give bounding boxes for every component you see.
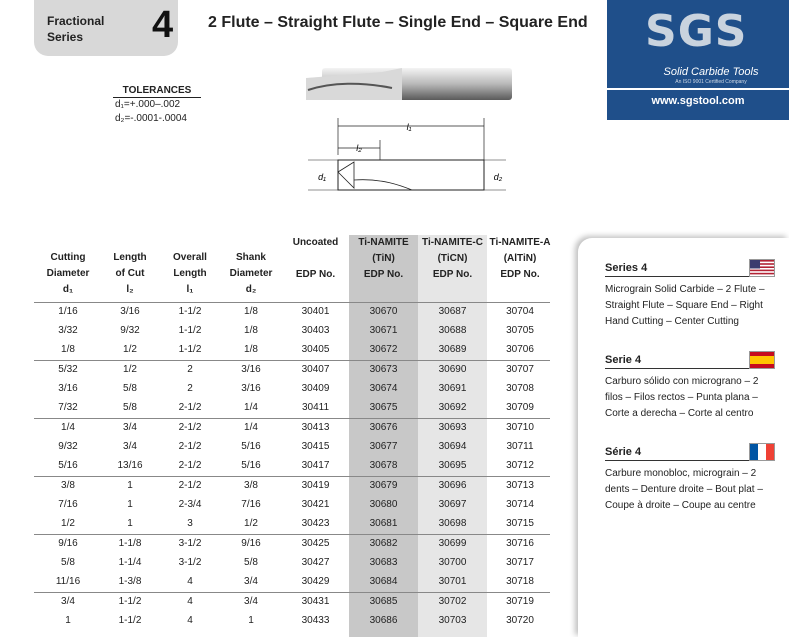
table-cell: 30693: [438, 422, 467, 433]
table-row: [34, 554, 552, 573]
table-cell: 30709: [506, 402, 534, 413]
table-cell: 30686: [369, 615, 398, 626]
table-cell: 1/8: [61, 344, 75, 355]
table-row: [34, 341, 552, 360]
header-length-of-cut: Length of Cut l₂: [113, 252, 147, 295]
table-cell: 1/2: [244, 518, 258, 529]
table-cell: 9/32: [58, 441, 78, 452]
table-cell: 30419: [301, 480, 330, 491]
lang-title-es: Serie 4: [605, 354, 642, 366]
table-cell: 30690: [438, 364, 467, 375]
table-cell: 30701: [438, 576, 467, 587]
es-flag-icon: [749, 351, 775, 369]
table-cell: 30423: [301, 518, 330, 529]
lang-block-fr: [605, 446, 775, 514]
l2-label: l₂: [356, 143, 362, 153]
table-cell: 2-3/4: [178, 499, 202, 510]
table-cell: 30711: [506, 441, 534, 452]
table-cell: 30719: [506, 596, 534, 607]
table-cell: 30429: [301, 576, 330, 587]
table-cell: 1-1/2: [178, 325, 202, 336]
table-cell: 5/32: [58, 364, 78, 375]
table-cell: 2-1/2: [178, 460, 202, 471]
lang-block-en: [605, 262, 775, 330]
table-cell: 30673: [369, 364, 398, 375]
table-cell: 9/32: [120, 325, 140, 336]
table-cell: 30707: [506, 364, 534, 375]
table-cell: 2: [187, 383, 193, 394]
table-cell: 3/4: [244, 576, 258, 587]
table-cell: 30415: [301, 441, 330, 452]
table-cell: 1/4: [244, 402, 258, 413]
table-cell: 30413: [301, 422, 330, 433]
table-cell: 30421: [301, 499, 330, 510]
table-cell: 30674: [369, 383, 398, 394]
table-cell: 5/8: [123, 383, 137, 394]
table-cell: 5/16: [241, 460, 261, 471]
table-row: [34, 573, 552, 592]
tolerances: [113, 85, 201, 126]
table-cell: 30714: [506, 499, 534, 510]
table-cell: 2-1/2: [178, 480, 202, 491]
table-cell: 3/8: [61, 480, 75, 491]
table-cell: 30417: [301, 460, 330, 471]
table-cell: 30699: [438, 538, 467, 549]
table-cell: 1/8: [244, 325, 258, 336]
series-tab: [34, 0, 178, 56]
table-cell: 1/2: [123, 364, 137, 375]
series-label: Fractional Series: [47, 14, 105, 44]
table-row: [34, 399, 552, 418]
table-cell: 1: [127, 499, 133, 510]
table-cell: 9/16: [241, 538, 261, 549]
table-cell: 5/16: [58, 460, 78, 471]
table-cell: 30712: [506, 460, 534, 471]
table-cell: 30679: [369, 480, 398, 491]
table-cell: 3/16: [241, 364, 261, 375]
table-cell: 30672: [369, 344, 398, 355]
table-cell: 30688: [438, 325, 467, 336]
table-cell: 30684: [369, 576, 398, 587]
table-cell: 3/4: [61, 596, 75, 607]
table-cell: 30683: [369, 557, 398, 568]
table-cell: 1-1/2: [118, 615, 142, 626]
table-row: [34, 438, 552, 457]
table-cell: 30678: [369, 460, 398, 471]
table-cell: 30403: [301, 325, 330, 336]
language-panel: [578, 238, 789, 637]
series-number: 4: [152, 4, 174, 46]
table-cell: 1/2: [123, 344, 137, 355]
table-cell: 30696: [438, 480, 467, 491]
table-cell: 1: [127, 518, 133, 529]
table-cell: 30716: [506, 538, 534, 549]
table-cell: 11/16: [55, 576, 81, 587]
table-cell: 7/16: [58, 499, 78, 510]
table-cell: 30431: [301, 596, 330, 607]
table-row: [34, 515, 552, 534]
table-cell: 4: [187, 576, 193, 587]
table-cell: 30427: [301, 557, 330, 568]
table-cell: 30710: [506, 422, 534, 433]
table-cell: 1/8: [244, 344, 258, 355]
table-cell: 30685: [369, 596, 398, 607]
table-cell: 30708: [506, 383, 534, 394]
table-cell: 5/8: [244, 557, 258, 568]
table-cell: 30702: [438, 596, 467, 607]
lang-title-en: Series 4: [605, 262, 648, 274]
table-cell: 1-3/8: [118, 576, 142, 587]
table-cell: 3/4: [244, 596, 258, 607]
brand-certified: An ISO 9001 Certified Company: [675, 79, 747, 85]
table-cell: 5/8: [123, 402, 137, 413]
lang-title-fr: Série 4: [605, 446, 642, 458]
lang-text-fr: Carbure monobloc, micrograin – 2 dents – Denture droite – Bout plat – Coupe à droite – Coupe au centre: [605, 468, 763, 511]
tool-drawing: [292, 60, 517, 210]
table-cell: 1/2: [61, 518, 75, 529]
table-cell: 30433: [301, 615, 330, 626]
tolerances-heading: TOLERANCES: [113, 85, 201, 98]
table-cell: 13/16: [117, 460, 143, 471]
table-cell: 1-1/2: [178, 344, 202, 355]
table-row: [34, 380, 552, 399]
table-cell: 30682: [369, 538, 398, 549]
table-cell: 30425: [301, 538, 330, 549]
lang-text-es: Carburo sólido con micrograno – 2 filos – Filos rectos – Punta plana – Corte a derecha – Corte al centro: [605, 376, 759, 419]
brand-panel: [607, 0, 789, 120]
header-altin: Ti-NAMITE-A (AlTiN) EDP No.: [489, 237, 551, 280]
table-cell: 3/16: [120, 306, 140, 317]
table-cell: 30691: [438, 383, 467, 394]
table-cell: 3/4: [123, 441, 137, 452]
table-cell: 30681: [369, 518, 398, 529]
table-cell: 30717: [506, 557, 534, 568]
table-row: [34, 477, 552, 496]
table-cell: 4: [187, 596, 193, 607]
table-cell: 4: [187, 615, 193, 626]
table-row: [34, 496, 552, 515]
table-cell: 3-1/2: [178, 557, 202, 568]
table-cell: 1-1/2: [118, 596, 142, 607]
header-overall-length: Overall Length l₁: [173, 252, 207, 295]
table-cell: 30670: [369, 306, 398, 317]
table-cell: 2-1/2: [178, 422, 202, 433]
d1-label: d₁: [318, 172, 326, 182]
table-cell: 30718: [506, 576, 534, 587]
brand-tagline: Solid Carbide Tools: [663, 66, 759, 78]
table-cell: 30713: [506, 480, 534, 491]
table-cell: 1/8: [244, 306, 258, 317]
header-shank-diameter: Shank Diameter d₂: [229, 252, 273, 295]
table-cell: 30676: [369, 422, 398, 433]
table-cell: 1-1/4: [118, 557, 142, 568]
table-cell: 1/4: [244, 422, 258, 433]
table-cell: 30675: [369, 402, 398, 413]
brand-divider: [607, 88, 789, 90]
header-uncoated: Uncoated EDP No.: [292, 237, 339, 280]
table-cell: 3/4: [123, 422, 137, 433]
table-cell: 30401: [301, 306, 330, 317]
table-cell: 3/32: [58, 325, 78, 336]
tool-photo-icon: [306, 68, 512, 100]
table-cell: 5/8: [61, 557, 75, 568]
table-cell: 30671: [369, 325, 398, 336]
table-cell: 1: [248, 615, 254, 626]
us-flag-icon: [749, 259, 775, 277]
l1-label: l₁: [406, 122, 412, 132]
table-cell: 30405: [301, 344, 330, 355]
table-cell: 7/32: [58, 402, 78, 413]
table-row: [34, 419, 552, 438]
tolerance-d1: d₁=+.000–.002: [115, 99, 181, 110]
table-cell: 30677: [369, 441, 398, 452]
table-row: [34, 593, 552, 612]
table-cell: 30697: [438, 499, 467, 510]
table-row: [34, 535, 552, 554]
table-cell: 30698: [438, 518, 467, 529]
table-cell: 2-1/2: [178, 402, 202, 413]
lang-text-en: Micrograin Solid Carbide – 2 Flute – Straight Flute – Square End – Right Hand Cutting – Center Cutting: [605, 284, 765, 327]
table-cell: 5/16: [241, 441, 261, 452]
table-cell: 30703: [438, 615, 467, 626]
table-cell: 30680: [369, 499, 398, 510]
table-cell: 30695: [438, 460, 467, 471]
table-cell: 2-1/2: [178, 441, 202, 452]
page-title: 2 Flute – Straight Flute – Single End – Square End: [208, 14, 588, 31]
table-cell: 1/4: [61, 422, 75, 433]
table-row: [34, 457, 552, 476]
table-cell: 30687: [438, 306, 467, 317]
table-cell: 30720: [506, 615, 534, 626]
table-cell: 1-1/8: [118, 538, 142, 549]
table-cell: 3/16: [58, 383, 78, 394]
table-cell: 30706: [506, 344, 534, 355]
table-cell: 30689: [438, 344, 467, 355]
table-cell: 2: [187, 364, 193, 375]
header-ticn: Ti-NAMITE-C (TiCN) EDP No.: [422, 237, 483, 280]
table-cell: 30715: [506, 518, 534, 529]
table-cell: 30705: [506, 325, 534, 336]
table-cell: 7/16: [241, 499, 261, 510]
table-cell: 30692: [438, 402, 467, 413]
table-cell: 3: [187, 518, 193, 529]
sgs-logo: SGS: [645, 6, 748, 57]
table-row: [34, 361, 552, 380]
table-cell: 30409: [301, 383, 330, 394]
table-cell: 30704: [506, 306, 534, 317]
table-cell: 1-1/2: [178, 306, 202, 317]
table-cell: 1: [65, 615, 71, 626]
table-cell: 1: [127, 480, 133, 491]
fr-flag-icon: [749, 443, 775, 461]
tolerance-d2: d₂=-.0001-.0004: [115, 113, 187, 124]
table-cell: 30700: [438, 557, 467, 568]
brand-url[interactable]: www.sgstool.com: [651, 95, 745, 107]
header-tin: Ti-NAMITE (TiN) EDP No.: [358, 237, 409, 280]
table-cell: 3/8: [244, 480, 258, 491]
table-cell: 3-1/2: [178, 538, 202, 549]
table-cell: 30411: [301, 402, 330, 413]
d2-label: d₂: [493, 172, 503, 182]
lang-block-es: [605, 354, 775, 422]
table-cell: 1/16: [58, 306, 78, 317]
table-row: [34, 322, 552, 341]
edp-table: [34, 303, 552, 631]
table-cell: 30694: [438, 441, 467, 452]
table-cell: 30407: [301, 364, 330, 375]
table-cell: 9/16: [58, 538, 78, 549]
table-row: [34, 612, 552, 631]
header-cutting-diameter: Cutting Diameter d₁: [46, 252, 90, 295]
table-cell: 3/16: [241, 383, 261, 394]
table-row: [34, 303, 552, 322]
